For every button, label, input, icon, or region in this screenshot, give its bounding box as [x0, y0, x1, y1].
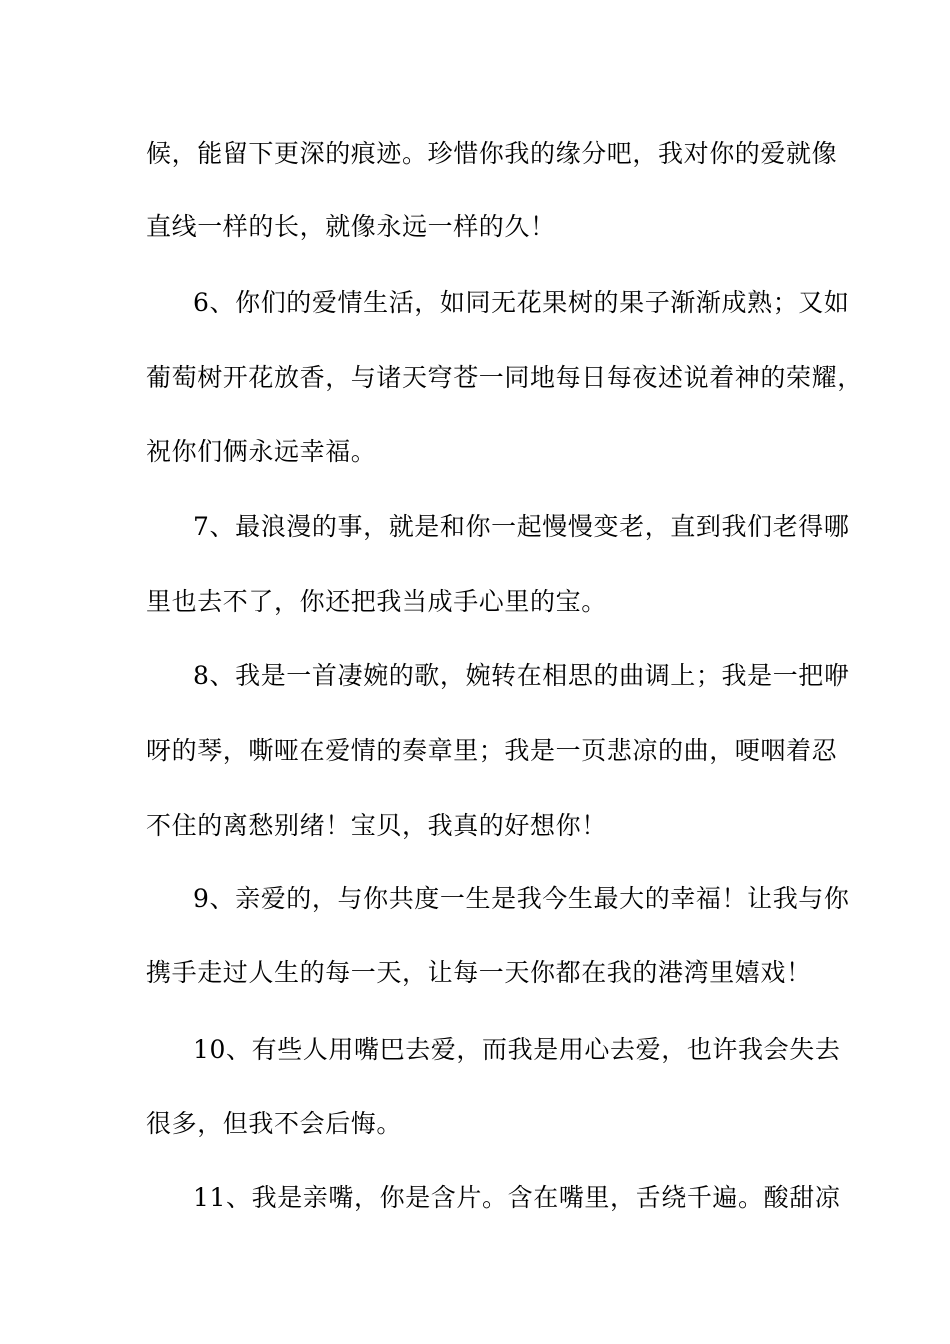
text-line: 7、最浪漫的事，就是和你一起慢慢变老，直到我们老得哪	[193, 512, 850, 541]
text-line: 10、有些人用嘴巴去爱，而我是用心去爱，也许我会失去	[193, 1035, 841, 1064]
text-line: 直线一样的长，就像永远一样的久！	[146, 212, 556, 241]
text-line: 里也去不了，你还把我当成手心里的宝。	[146, 587, 607, 616]
text-line: 葡萄树开花放香，与诸天穹苍一同地每日每夜述说着神的荣耀，	[146, 363, 863, 392]
text-line: 候，能留下更深的痕迹。珍惜你我的缘分吧，我对你的爱就像	[146, 139, 838, 168]
text-line: 6、你们的爱情生活，如同无花果树的果子渐渐成熟；又如	[193, 288, 850, 317]
text-line: 携手走过人生的每一天，让每一天你都在我的港湾里嬉戏！	[146, 958, 812, 987]
text-line: 祝你们俩永远幸福。	[146, 437, 377, 466]
text-line: 不住的离愁别绪！宝贝，我真的好想你！	[146, 811, 607, 840]
text-line: 呀的琴，嘶哑在爱情的奏章里；我是一页悲凉的曲，哽咽着忍	[146, 736, 838, 765]
text-line: 8、我是一首凄婉的歌，婉转在相思的曲调上；我是一把咿	[193, 661, 850, 690]
text-line: 很多，但我不会后悔。	[146, 1109, 403, 1138]
text-line: 11、我是亲嘴，你是含片。含在嘴里，舌绕千遍。酸甜凉	[193, 1183, 841, 1212]
text-line: 9、亲爱的，与你共度一生是我今生最大的幸福！让我与你	[193, 884, 850, 913]
